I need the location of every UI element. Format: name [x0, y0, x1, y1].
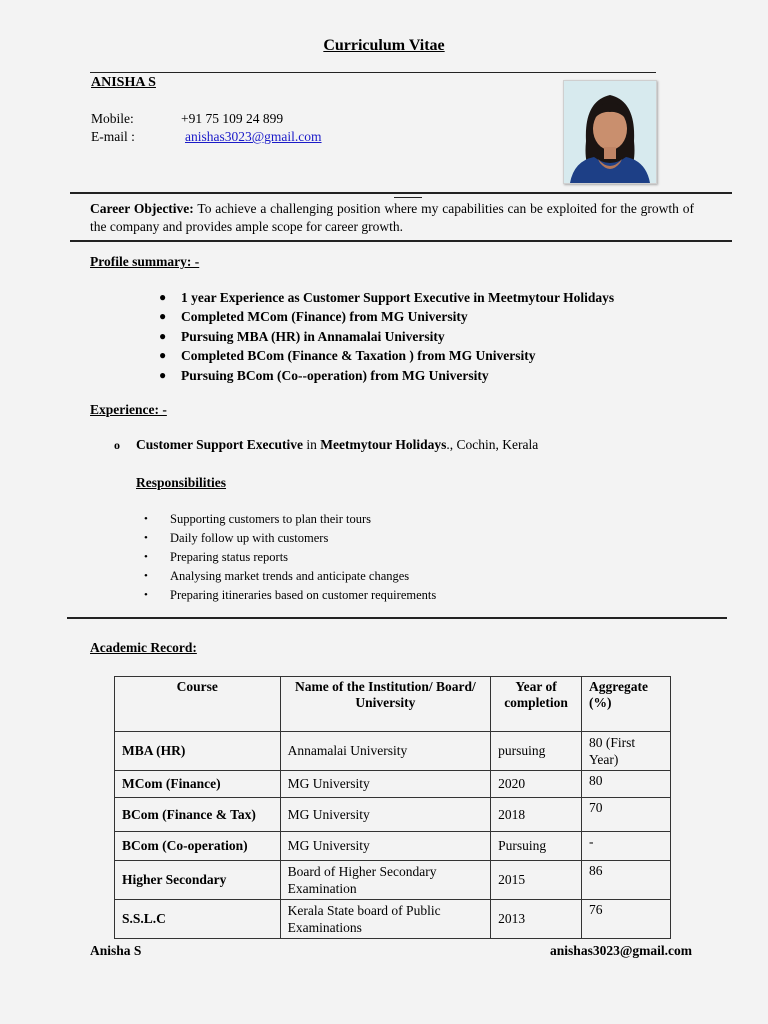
table-header-row: [115, 677, 671, 732]
table-cell: 70: [582, 798, 671, 832]
table-cell: Higher Secondary: [115, 861, 281, 900]
table-cell: 86: [582, 861, 671, 900]
table-cell: Annamalai University: [280, 732, 490, 771]
email-link[interactable]: anishas3023@gmail.com: [185, 129, 322, 144]
bullet-icon: •: [144, 551, 148, 563]
mobile-number: +91 75 109 24 899: [181, 111, 284, 126]
table-cell: 2018: [491, 798, 582, 832]
footer-name: Anisha S: [90, 943, 142, 958]
responsibilities-heading: Responsibilities: [136, 475, 227, 490]
table-cell: S.S.L.C: [115, 900, 281, 939]
bullet-icon: •: [144, 570, 148, 582]
document-title: Curriculum Vitae: [323, 37, 445, 54]
table-cell: MG University: [280, 771, 490, 798]
section-rule-1-mark: [394, 197, 422, 198]
bullet-icon: •: [144, 513, 148, 525]
experience-heading: Experience: -: [90, 402, 167, 417]
bullet-icon: ●: [159, 290, 167, 304]
table-cell: -: [582, 832, 671, 861]
table-row: [115, 832, 671, 861]
company-name: Meetmytour Holidays: [320, 437, 447, 452]
profile-photo-image: [564, 81, 656, 183]
career-objective-text: To achieve a challenging position where my capabilities can be exploited for the growth of the company and provides ample scope for career growth.: [90, 201, 694, 234]
list-item: • Preparing status reports: [170, 548, 436, 567]
table-cell: 2015: [491, 861, 582, 900]
profile-summary-heading: Profile summary: -: [90, 254, 200, 269]
bullet-icon: ●: [159, 367, 167, 382]
table-cell: MBA (HR): [115, 732, 281, 771]
table-cell: Kerala State board of Public Examinations: [280, 900, 490, 939]
table-cell: BCom (Co-operation): [115, 832, 281, 861]
section-rule-1: [70, 192, 732, 194]
table-cell: 2020: [491, 771, 582, 798]
table-row: [115, 771, 671, 798]
list-item: ● Completed BCom (Finance & Taxation ) from MG University: [181, 346, 614, 365]
table-cell: 80 (First Year): [582, 732, 671, 771]
table-row: [115, 732, 671, 771]
bullet-icon: ●: [159, 328, 167, 343]
table-cell: Board of Higher Secondary Examination: [280, 861, 490, 900]
bullet-icon: •: [144, 532, 148, 544]
column-header-institution: Name of the Institution/ Board/ University: [280, 677, 490, 732]
bullet-icon: ●: [159, 309, 167, 324]
header-rule: [90, 72, 656, 73]
table-cell: pursuing: [491, 732, 582, 771]
email-line: [91, 129, 322, 145]
footer-email: anishas3023@gmail.com: [550, 943, 692, 958]
academic-record-table: [114, 676, 671, 939]
section-rule-2: [70, 240, 732, 242]
list-item: ● Pursuing MBA (HR) in Annamalai University: [181, 327, 614, 346]
bullet-icon: ●: [159, 348, 167, 363]
table-cell: 76: [582, 900, 671, 939]
section-rule-3: [67, 617, 727, 619]
table-cell: 80: [582, 771, 671, 798]
column-header-aggregate: Aggregate (%): [582, 677, 671, 732]
job-title: Customer Support Executive: [136, 437, 303, 452]
job-in: in: [303, 437, 321, 452]
profile-summary-list: [159, 288, 615, 385]
table-row: [115, 861, 671, 900]
table-cell: MG University: [280, 832, 490, 861]
profile-photo: [563, 80, 657, 184]
table-cell: MG University: [280, 798, 490, 832]
list-item: ● Completed MCom (Finance) from MG University: [181, 307, 614, 326]
table-cell: 2013: [491, 900, 582, 939]
list-item: ● 1 year Experience as Customer Support Executive in Meetmytour Holidays: [181, 288, 614, 307]
table-row: [115, 798, 671, 832]
column-header-year: Year of completion: [491, 677, 582, 732]
list-item: • Supporting customers to plan their tours: [170, 510, 436, 529]
email-label: E-mail :: [91, 129, 135, 144]
bullet-icon: •: [144, 589, 148, 601]
candidate-name: ANISHA S: [91, 75, 156, 90]
table-cell: BCom (Finance & Tax): [115, 798, 281, 832]
list-item: • Analysing market trends and anticipate changes: [170, 567, 436, 586]
academic-record-heading: Academic Record:: [90, 640, 197, 655]
career-objective-label: Career Objective:: [90, 201, 194, 216]
career-objective: [90, 200, 694, 236]
responsibilities-list: [144, 510, 437, 605]
table-cell: MCom (Finance): [115, 771, 281, 798]
table-row: [115, 900, 671, 939]
column-header-course: Course: [115, 677, 281, 732]
list-item: • Daily follow up with customers: [170, 529, 436, 548]
job-location: ., Cochin, Kerala: [446, 437, 539, 452]
list-item: • Preparing itineraries based on customer requirements: [170, 586, 436, 605]
experience-entry: [114, 437, 538, 453]
mobile-line: [91, 111, 283, 127]
circle-bullet-icon: o: [114, 438, 120, 452]
list-item: ● Pursuing BCom (Co--operation) from MG University: [181, 366, 614, 385]
mobile-label: Mobile:: [91, 111, 134, 126]
table-cell: Pursuing: [491, 832, 582, 861]
